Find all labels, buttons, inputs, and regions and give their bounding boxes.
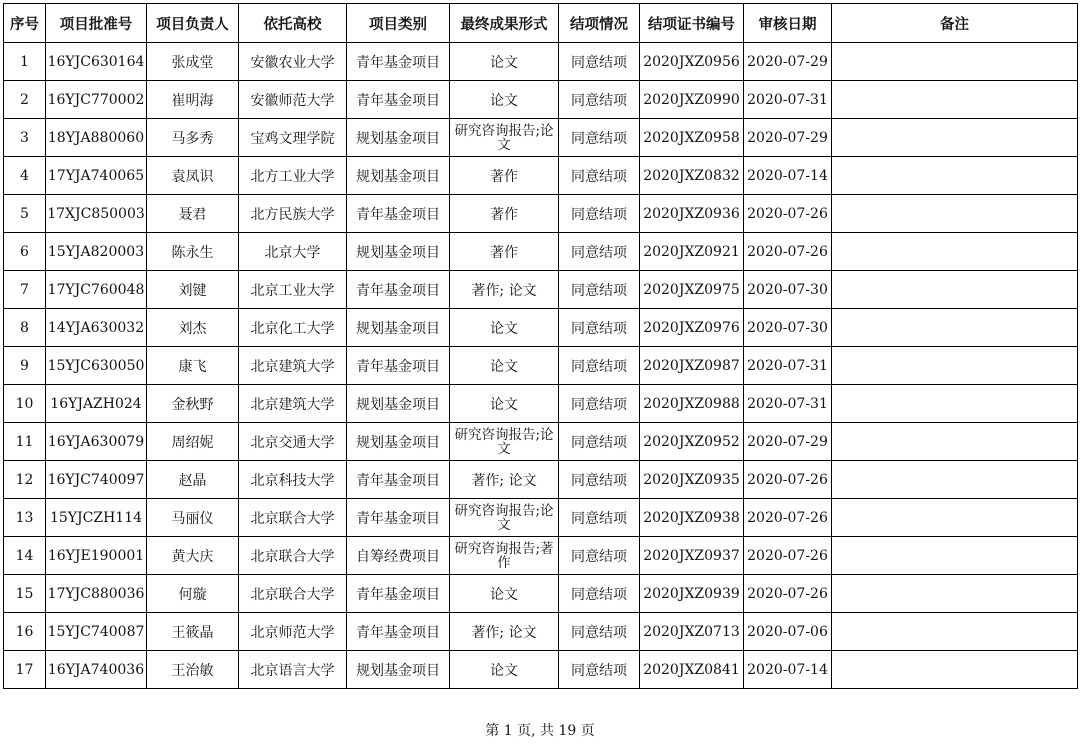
table-cell: 规划基金项目 <box>347 157 450 195</box>
table-cell: 16YJE190001 <box>46 537 147 575</box>
table-row <box>4 195 1078 233</box>
table-cell: 2020JXZ0937 <box>640 537 744 575</box>
table-cell: 马丽仪 <box>147 499 239 537</box>
table-row <box>4 271 1078 309</box>
table-cell: 2020-07-31 <box>744 347 832 385</box>
table-cell: 6 <box>4 233 46 271</box>
table-cell: 8 <box>4 309 46 347</box>
table-row <box>4 157 1078 195</box>
header-row <box>4 4 1078 43</box>
table-cell: 15YJCZH114 <box>46 499 147 537</box>
table-cell: 16YJC630164 <box>46 43 147 81</box>
table-row <box>4 575 1078 613</box>
table-cell: 青年基金项目 <box>347 271 450 309</box>
column-header: 审核日期 <box>744 4 832 43</box>
table-row <box>4 81 1078 119</box>
table-cell: 5 <box>4 195 46 233</box>
table-cell: 同意结项 <box>559 195 640 233</box>
table-cell: 2020-07-29 <box>744 119 832 157</box>
table-cell: 同意结项 <box>559 385 640 423</box>
table-cell: 安徽农业大学 <box>239 43 347 81</box>
table-cell: 17YJA740065 <box>46 157 147 195</box>
table-cell <box>832 575 1078 613</box>
table-cell: 2020-07-26 <box>744 537 832 575</box>
table-cell: 16YJC770002 <box>46 81 147 119</box>
table-cell: 2020-07-26 <box>744 499 832 537</box>
table-row <box>4 423 1078 461</box>
table-cell: 2020JXZ0958 <box>640 119 744 157</box>
table-cell: 2 <box>4 81 46 119</box>
table-cell: 赵晶 <box>147 461 239 499</box>
table-cell: 陈永生 <box>147 233 239 271</box>
table-cell: 2020JXZ0939 <box>640 575 744 613</box>
table-cell: 刘杰 <box>147 309 239 347</box>
table-cell: 2020JXZ0935 <box>640 461 744 499</box>
table-cell: 17XJC850003 <box>46 195 147 233</box>
table-cell: 2020JXZ0921 <box>640 233 744 271</box>
table-cell: 规划基金项目 <box>347 651 450 689</box>
table-cell <box>832 537 1078 575</box>
table-cell <box>832 499 1078 537</box>
table-row <box>4 43 1078 81</box>
results-table <box>3 3 1078 689</box>
table-cell <box>832 309 1078 347</box>
table-cell: 16YJC740097 <box>46 461 147 499</box>
table-cell: 北京师范大学 <box>239 613 347 651</box>
table-cell: 规划基金项目 <box>347 233 450 271</box>
table-cell <box>832 81 1078 119</box>
table-cell <box>832 43 1078 81</box>
table-cell: 13 <box>4 499 46 537</box>
table-cell <box>832 195 1078 233</box>
table-cell: 著作; 论文 <box>450 271 559 309</box>
table-cell: 同意结项 <box>559 651 640 689</box>
column-header: 结项情况 <box>559 4 640 43</box>
table-cell <box>832 157 1078 195</box>
table-cell: 研究咨询报告;论文 <box>450 119 559 157</box>
table-cell: 聂君 <box>147 195 239 233</box>
table-cell: 青年基金项目 <box>347 461 450 499</box>
table-cell: 论文 <box>450 43 559 81</box>
table-cell <box>832 423 1078 461</box>
table-cell: 2020JXZ0938 <box>640 499 744 537</box>
table-cell: 同意结项 <box>559 499 640 537</box>
table-cell: 11 <box>4 423 46 461</box>
column-header: 依托高校 <box>239 4 347 43</box>
table-cell: 北京交通大学 <box>239 423 347 461</box>
table-cell: 18YJA880060 <box>46 119 147 157</box>
table-cell: 同意结项 <box>559 613 640 651</box>
table-cell: 著作 <box>450 195 559 233</box>
table-cell: 同意结项 <box>559 461 640 499</box>
table-cell: 17 <box>4 651 46 689</box>
table-cell: 15 <box>4 575 46 613</box>
table-cell: 17YJC760048 <box>46 271 147 309</box>
column-header: 项目负责人 <box>147 4 239 43</box>
table-cell: 王治敏 <box>147 651 239 689</box>
table-cell <box>832 119 1078 157</box>
table-cell: 2020-07-31 <box>744 385 832 423</box>
table-row <box>4 309 1078 347</box>
table-row <box>4 537 1078 575</box>
table-cell: 15YJC630050 <box>46 347 147 385</box>
table-cell: 宝鸡文理学院 <box>239 119 347 157</box>
table-row <box>4 347 1078 385</box>
table-cell: 北京联合大学 <box>239 499 347 537</box>
table-cell: 2020-07-29 <box>744 423 832 461</box>
table-cell: 10 <box>4 385 46 423</box>
table-cell: 16 <box>4 613 46 651</box>
table-cell: 2020JXZ0713 <box>640 613 744 651</box>
table-row <box>4 499 1078 537</box>
table-cell: 同意结项 <box>559 309 640 347</box>
table-cell: 同意结项 <box>559 271 640 309</box>
table-cell: 2020-07-26 <box>744 195 832 233</box>
table-cell <box>832 613 1078 651</box>
table-cell: 2020JXZ0952 <box>640 423 744 461</box>
table-cell: 何璇 <box>147 575 239 613</box>
table-cell: 王筱晶 <box>147 613 239 651</box>
table-cell: 2020-07-26 <box>744 575 832 613</box>
table-cell: 同意结项 <box>559 423 640 461</box>
table-cell: 4 <box>4 157 46 195</box>
table-cell: 7 <box>4 271 46 309</box>
table-cell: 青年基金项目 <box>347 347 450 385</box>
table-cell: 2020-07-14 <box>744 157 832 195</box>
table-body <box>4 43 1078 689</box>
table-cell: 3 <box>4 119 46 157</box>
table-cell: 2020JXZ0936 <box>640 195 744 233</box>
table-cell: 论文 <box>450 385 559 423</box>
column-header: 项目类别 <box>347 4 450 43</box>
table-cell: 论文 <box>450 651 559 689</box>
table-cell: 同意结项 <box>559 81 640 119</box>
table-cell: 16YJAZH024 <box>46 385 147 423</box>
table-cell: 青年基金项目 <box>347 575 450 613</box>
table-cell: 2020-07-26 <box>744 233 832 271</box>
table-cell: 14YJA630032 <box>46 309 147 347</box>
table-cell: 2020JXZ0832 <box>640 157 744 195</box>
table-cell: 论文 <box>450 347 559 385</box>
table-cell: 2020-07-26 <box>744 461 832 499</box>
table-cell: 2020-07-06 <box>744 613 832 651</box>
table-cell: 15YJA820003 <box>46 233 147 271</box>
table-cell: 同意结项 <box>559 347 640 385</box>
table-cell: 青年基金项目 <box>347 499 450 537</box>
table-cell: 2020-07-30 <box>744 271 832 309</box>
table-cell: 15YJC740087 <box>46 613 147 651</box>
table-cell: 规划基金项目 <box>347 309 450 347</box>
table-cell: 北京建筑大学 <box>239 385 347 423</box>
table-cell: 北京语言大学 <box>239 651 347 689</box>
table-cell: 北京化工大学 <box>239 309 347 347</box>
table-cell: 研究咨询报告;论文 <box>450 499 559 537</box>
table-cell: 袁凤识 <box>147 157 239 195</box>
table-cell: 研究咨询报告;论文 <box>450 423 559 461</box>
table-cell: 周绍妮 <box>147 423 239 461</box>
table-cell: 著作; 论文 <box>450 613 559 651</box>
table-cell: 2020-07-30 <box>744 309 832 347</box>
column-header: 结项证书编号 <box>640 4 744 43</box>
column-header: 项目批准号 <box>46 4 147 43</box>
table-cell <box>832 461 1078 499</box>
table-cell: 北京大学 <box>239 233 347 271</box>
table-cell: 北京工业大学 <box>239 271 347 309</box>
table-cell: 青年基金项目 <box>347 43 450 81</box>
table-cell: 刘键 <box>147 271 239 309</box>
table-cell: 同意结项 <box>559 537 640 575</box>
table-row <box>4 119 1078 157</box>
table-cell: 北京科技大学 <box>239 461 347 499</box>
table-cell: 青年基金项目 <box>347 81 450 119</box>
table-cell: 17YJC880036 <box>46 575 147 613</box>
table-cell: 1 <box>4 43 46 81</box>
table-cell: 崔明海 <box>147 81 239 119</box>
table-cell: 著作 <box>450 157 559 195</box>
table-row <box>4 385 1078 423</box>
table-cell: 2020JXZ0990 <box>640 81 744 119</box>
column-header: 备注 <box>832 4 1078 43</box>
table-cell: 2020JXZ0975 <box>640 271 744 309</box>
table-cell: 16YJA740036 <box>46 651 147 689</box>
table-cell: 北京联合大学 <box>239 537 347 575</box>
table-row <box>4 461 1078 499</box>
table-cell: 同意结项 <box>559 43 640 81</box>
table-cell <box>832 385 1078 423</box>
table-cell: 安徽师范大学 <box>239 81 347 119</box>
table-cell: 康飞 <box>147 347 239 385</box>
table-cell: 著作; 论文 <box>450 461 559 499</box>
table-cell: 马多秀 <box>147 119 239 157</box>
table-cell: 9 <box>4 347 46 385</box>
table-cell: 青年基金项目 <box>347 613 450 651</box>
table-cell <box>832 347 1078 385</box>
table-cell: 14 <box>4 537 46 575</box>
table-cell: 北京建筑大学 <box>239 347 347 385</box>
table-cell: 著作 <box>450 233 559 271</box>
table-cell: 黄大庆 <box>147 537 239 575</box>
table-cell: 2020JXZ0988 <box>640 385 744 423</box>
table-cell: 2020JXZ0987 <box>640 347 744 385</box>
table-row <box>4 233 1078 271</box>
table-cell: 论文 <box>450 81 559 119</box>
table-cell: 2020-07-29 <box>744 43 832 81</box>
column-header: 序号 <box>4 4 46 43</box>
table-cell: 同意结项 <box>559 119 640 157</box>
table-cell <box>832 651 1078 689</box>
table-cell: 北方民族大学 <box>239 195 347 233</box>
table-cell <box>832 271 1078 309</box>
table-cell: 规划基金项目 <box>347 119 450 157</box>
table-cell: 张成堂 <box>147 43 239 81</box>
table-cell: 论文 <box>450 309 559 347</box>
table-cell: 2020JXZ0956 <box>640 43 744 81</box>
table-cell: 12 <box>4 461 46 499</box>
table-cell: 自筹经费项目 <box>347 537 450 575</box>
table-cell: 2020JXZ0841 <box>640 651 744 689</box>
table-cell: 论文 <box>450 575 559 613</box>
table-cell: 同意结项 <box>559 575 640 613</box>
table-cell: 北方工业大学 <box>239 157 347 195</box>
page-number: 第 1 页, 共 19 页 <box>485 723 595 739</box>
table-cell: 规划基金项目 <box>347 385 450 423</box>
table-cell: 金秋野 <box>147 385 239 423</box>
table-cell: 2020JXZ0976 <box>640 309 744 347</box>
table-cell: 青年基金项目 <box>347 195 450 233</box>
table-cell: 北京联合大学 <box>239 575 347 613</box>
table-cell: 研究咨询报告;著作 <box>450 537 559 575</box>
table-row <box>4 651 1078 689</box>
column-header: 最终成果形式 <box>450 4 559 43</box>
table-cell: 规划基金项目 <box>347 423 450 461</box>
table-cell: 2020-07-31 <box>744 81 832 119</box>
table-cell: 同意结项 <box>559 157 640 195</box>
table-cell <box>832 233 1078 271</box>
table-cell: 16YJA630079 <box>46 423 147 461</box>
table-cell: 同意结项 <box>559 233 640 271</box>
table-cell: 2020-07-14 <box>744 651 832 689</box>
table-row <box>4 613 1078 651</box>
